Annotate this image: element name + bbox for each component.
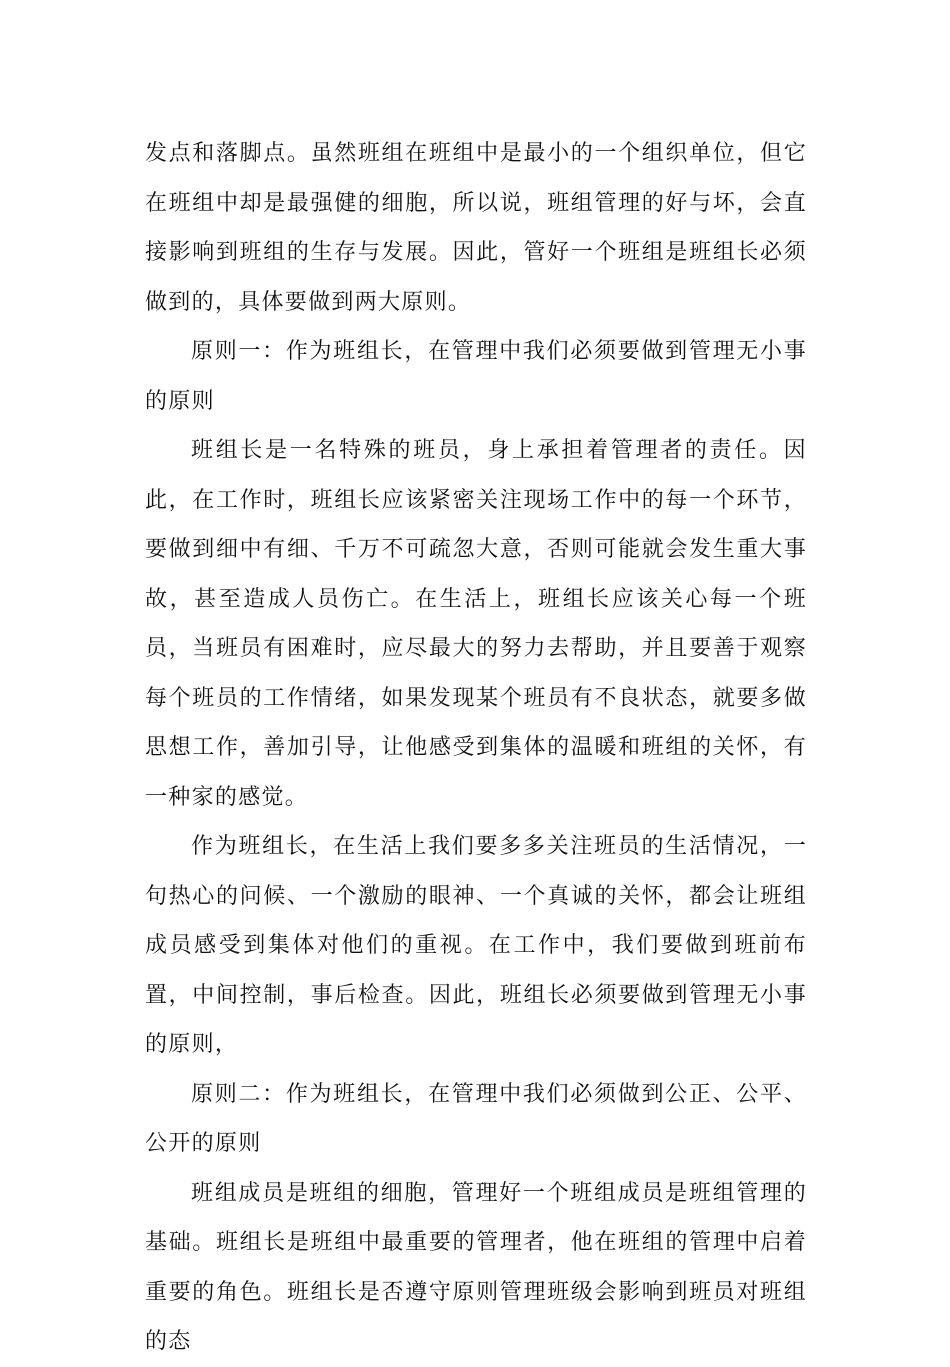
paragraph-principle-two-body: 班组成员是班组的细胞，管理好一个班组成员是班组管理的基础。班组长是班组中最重要的管理者，他在班组的管理中启着重要的角色。班组长是否遵守原则管理班级会影响到班员对班组的态	[145, 1180, 807, 1354]
paragraph-principle-one-body: 班组长是一名特殊的班员，身上承担着管理者的责任。因此，在工作时，班组长应该紧密关注现场工作中的每一个环节，要做到细中有细、千万不可疏忽大意，否则可能就会发生重大事故，甚至造成人员伤亡。在生活上，班组长应该关心每一个班员，当班员有困难时，应尽最大的努力去帮助，并且要善于观察每个班员的工作情绪，如果发现某个班员有不良状态，就要多做思想工作，善加引导，让他感受到集体的温暖和班组的关怀，有一种家的感觉。	[145, 438, 807, 810]
document-body	[145, 129, 807, 1367]
paragraph-principle-two-heading: 原则二：作为班组长，在管理中我们必须做到公正、公平、公开的原则	[145, 1081, 807, 1156]
paragraph-principle-one-summary: 作为班组长，在生活上我们要多多关注班员的生活情况，一句热心的问候、一个激励的眼神、一个真诚的关怀，都会让班组成员感受到集体对他们的重视。在工作中，我们要做到班前布置，中间控制，事后检查。因此，班组长必须要做到管理无小事的原则，	[145, 834, 807, 1057]
paragraph-principle-one-heading: 原则一：作为班组长，在管理中我们必须要做到管理无小事的原则	[145, 339, 807, 414]
paragraph-continuation: 发点和落脚点。虽然班组在班组中是最小的一个组织单位，但它在班组中却是最强健的细胞，所以说，班组管理的好与坏，会直接影响到班组的生存与发展。因此，管好一个班组是班组长必须做到的，具体要做到两大原则。	[145, 141, 807, 315]
